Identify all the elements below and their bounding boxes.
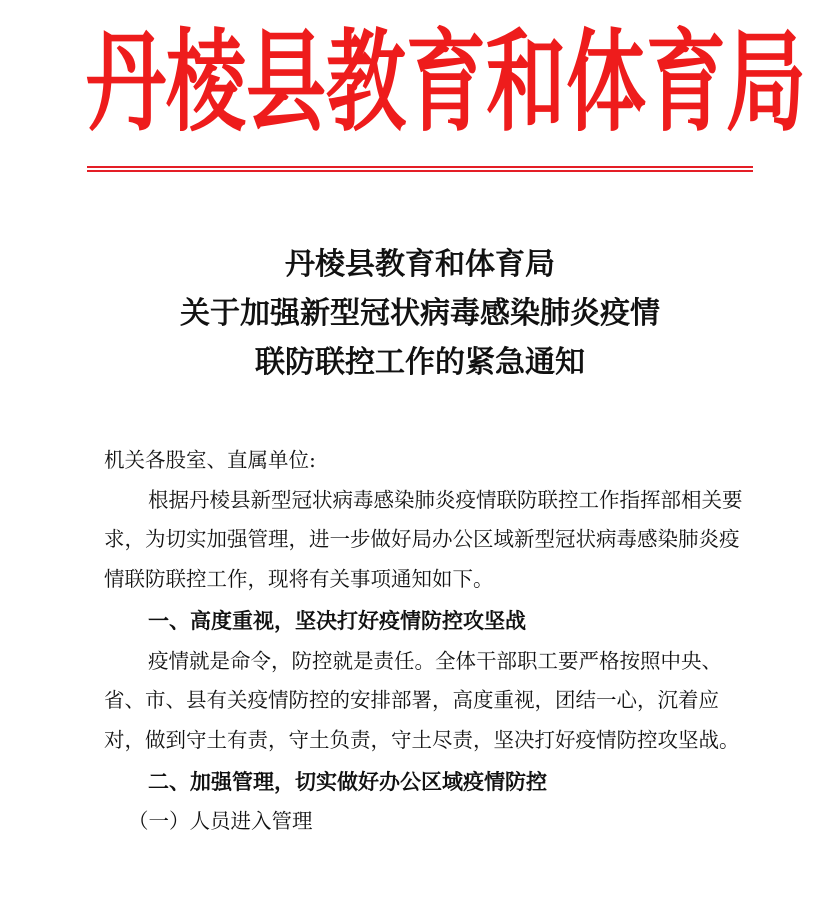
section-1-heading: 一、高度重视，坚决打好疫情防控攻坚战 (148, 608, 526, 633)
intro-paragraph: 根据丹棱县新型冠状病毒感染肺炎疫情联防联控工作指挥部相关要求，为切实加强管理，进一步做好局办公区域新型冠状病毒感染肺炎疫情联防联控工作，现将有关事项通知如下。 (104, 487, 743, 592)
subsection-1-heading: （一）人员进入管理 (128, 809, 313, 834)
section-2-heading: 二、加强管理，切实做好办公区域疫情防控 (148, 769, 547, 794)
masthead-char: 棱 (166, 17, 246, 146)
masthead-char: 和 (486, 17, 566, 146)
section-1-paragraph: 疫情就是命令，防控就是责任。全体干部职工要严格按照中央、省、市、县有关疫情防控的安排部署，高度重视，团结一心，沉着应对，做到守土有责，守土负责，守土尽责，坚决打好疫情防控攻坚战。 (104, 648, 740, 752)
title-line-2: 关于加强新型冠状病毒感染肺炎疫情 (180, 296, 660, 331)
salutation: 机关各股室、直属单位: (104, 448, 316, 472)
masthead (86, 17, 806, 146)
masthead-char: 局 (726, 17, 806, 146)
masthead-char: 体 (566, 17, 646, 146)
header-rule-bottom (87, 170, 753, 172)
title-line-3: 联防联控工作的紧急通知 (255, 345, 585, 380)
masthead-char: 育 (646, 17, 726, 146)
title-line-1: 丹棱县教育和体育局 (285, 247, 555, 282)
header-rule-top (87, 166, 753, 168)
document-title (87, 240, 753, 387)
masthead-char: 育 (406, 17, 486, 146)
masthead-char: 县 (246, 17, 326, 146)
masthead-char: 教 (326, 17, 406, 146)
document-body (104, 441, 744, 842)
masthead-char: 丹 (86, 17, 166, 146)
